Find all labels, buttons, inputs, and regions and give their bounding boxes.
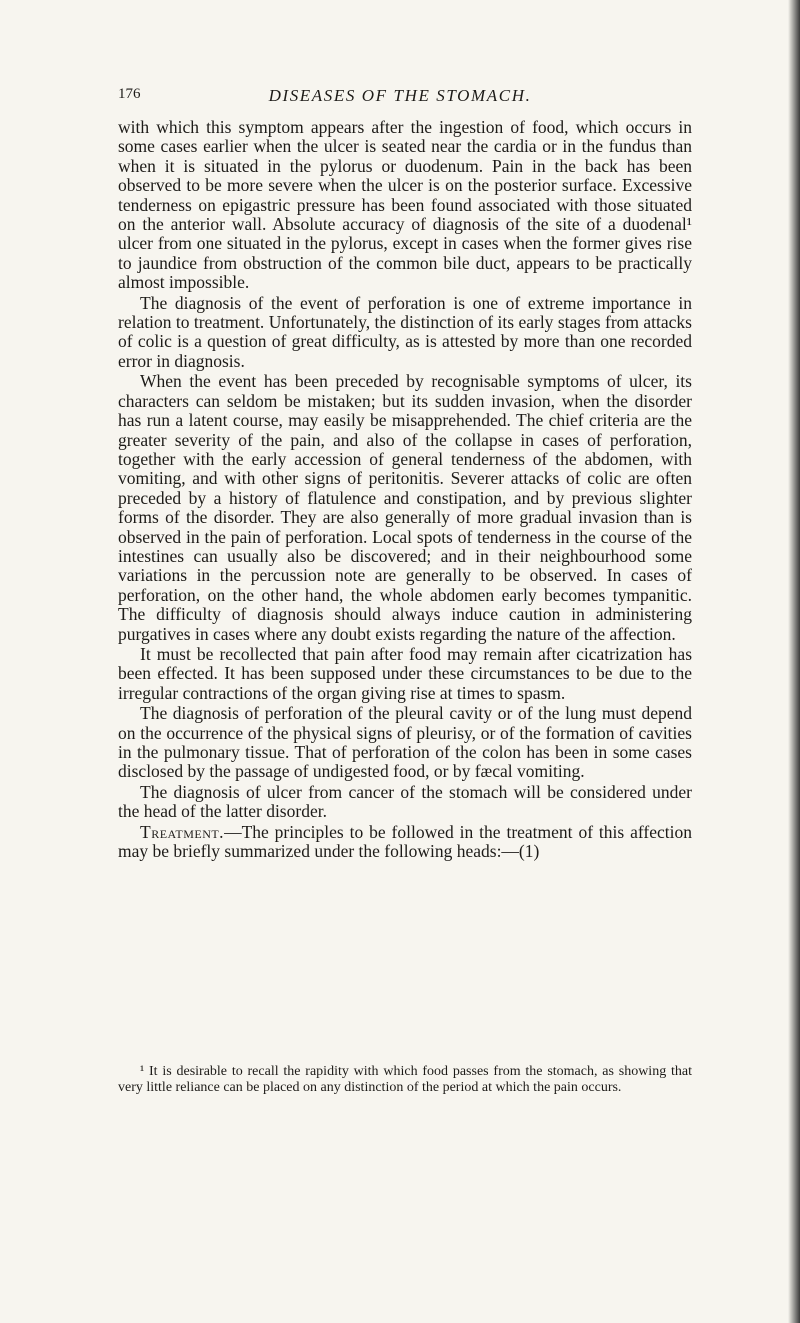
treatment-heading: Treatment. bbox=[140, 821, 225, 842]
page-header bbox=[118, 86, 682, 114]
paragraph: The diagnosis of perforation of the pleural cavity or of the lung must depend on the occurrence of the physical signs of pleurisy, or of the formation of cavities in the pulmonary tissue. That of perforation of the colon has been in some cases disclosed by the passage of undigested food, or by fæcal vomiting. bbox=[118, 703, 692, 782]
paragraph: It must be recollected that pain after food may remain after cicatrization has been effected. It has been supposed under these circumstances to be due to the irregular contractions of the organ giving rise at times to spasm. bbox=[118, 643, 692, 703]
footnote bbox=[118, 1064, 692, 1096]
treatment-paragraph bbox=[118, 823, 692, 862]
footnote-text: ¹ It is desirable to recall the rapidity with which food passes from the stomach, as showing that very little reliance can be placed on any distinction of the period at which the pain occurs. bbox=[118, 1064, 692, 1095]
page-number: 176 bbox=[118, 86, 141, 102]
running-title: DISEASES OF THE STOMACH. bbox=[268, 86, 532, 105]
paragraph: The diagnosis of ulcer from cancer of the stomach will be considered under the head of the latter disorder. bbox=[118, 781, 692, 822]
page-edge-shadow bbox=[788, 0, 800, 1323]
treatment-text: —The principles to be followed in the treatment of this affection may be briefly summarized under the following heads:—(1) bbox=[118, 821, 692, 862]
paragraph: The diagnosis of the event of perforation is one of extreme importance in relation to treatment. Unfortunately, the distinction of its early stages from attacks of colic is a question of great difficulty, as is attested by more than one recorded error in diagnosis. bbox=[118, 292, 692, 371]
paragraph: with which this symptom appears after the ingestion of food, which occurs in some cases earlier when the ulcer is seated near the cardia or in the fundus than when it is situated in the pylorus or duodenum. Pain in the back has been observed to be more severe when the ulcer is on the posterior surface. Excessive tenderness on epigastric pressure has been found associated with those situated on the anterior wall. Absolute accuracy of diagnosis of the site of a duodenal¹ ulcer from one situated in the pylorus, except in cases when the former gives rise to jaundice from obstruction of the common bile duct, appears to be practically almost impossible. bbox=[118, 117, 692, 293]
paragraph: When the event has been preceded by recognisable symptoms of ulcer, its characters can seldom be mistaken; but its sudden invasion, when the disorder has run a latent course, may easily be misapprehended. The chief criteria are the greater severity of the pain, and also of the collapse in cases of perforation, together with the early accession of general tenderness of the abdomen, with vomiting, and with other signs of peritonitis. Severer attacks of colic are often preceded by a history of flatulence and constipation, and by previous slighter forms of the disorder. They are also generally of more gradual invasion than is observed in the pain of perforation. Local spots of tenderness in the course of the intestines can usually also be discovered; and in their neighbourhood some variations in the percussion note are generally to be observed. In cases of perforation, on the other hand, the whole abdomen early becomes tympanitic. The difficulty of diagnosis should always induce caution in administering purgatives in cases where any doubt exists regarding the nature of the affection. bbox=[118, 371, 692, 644]
body-text bbox=[118, 118, 692, 861]
